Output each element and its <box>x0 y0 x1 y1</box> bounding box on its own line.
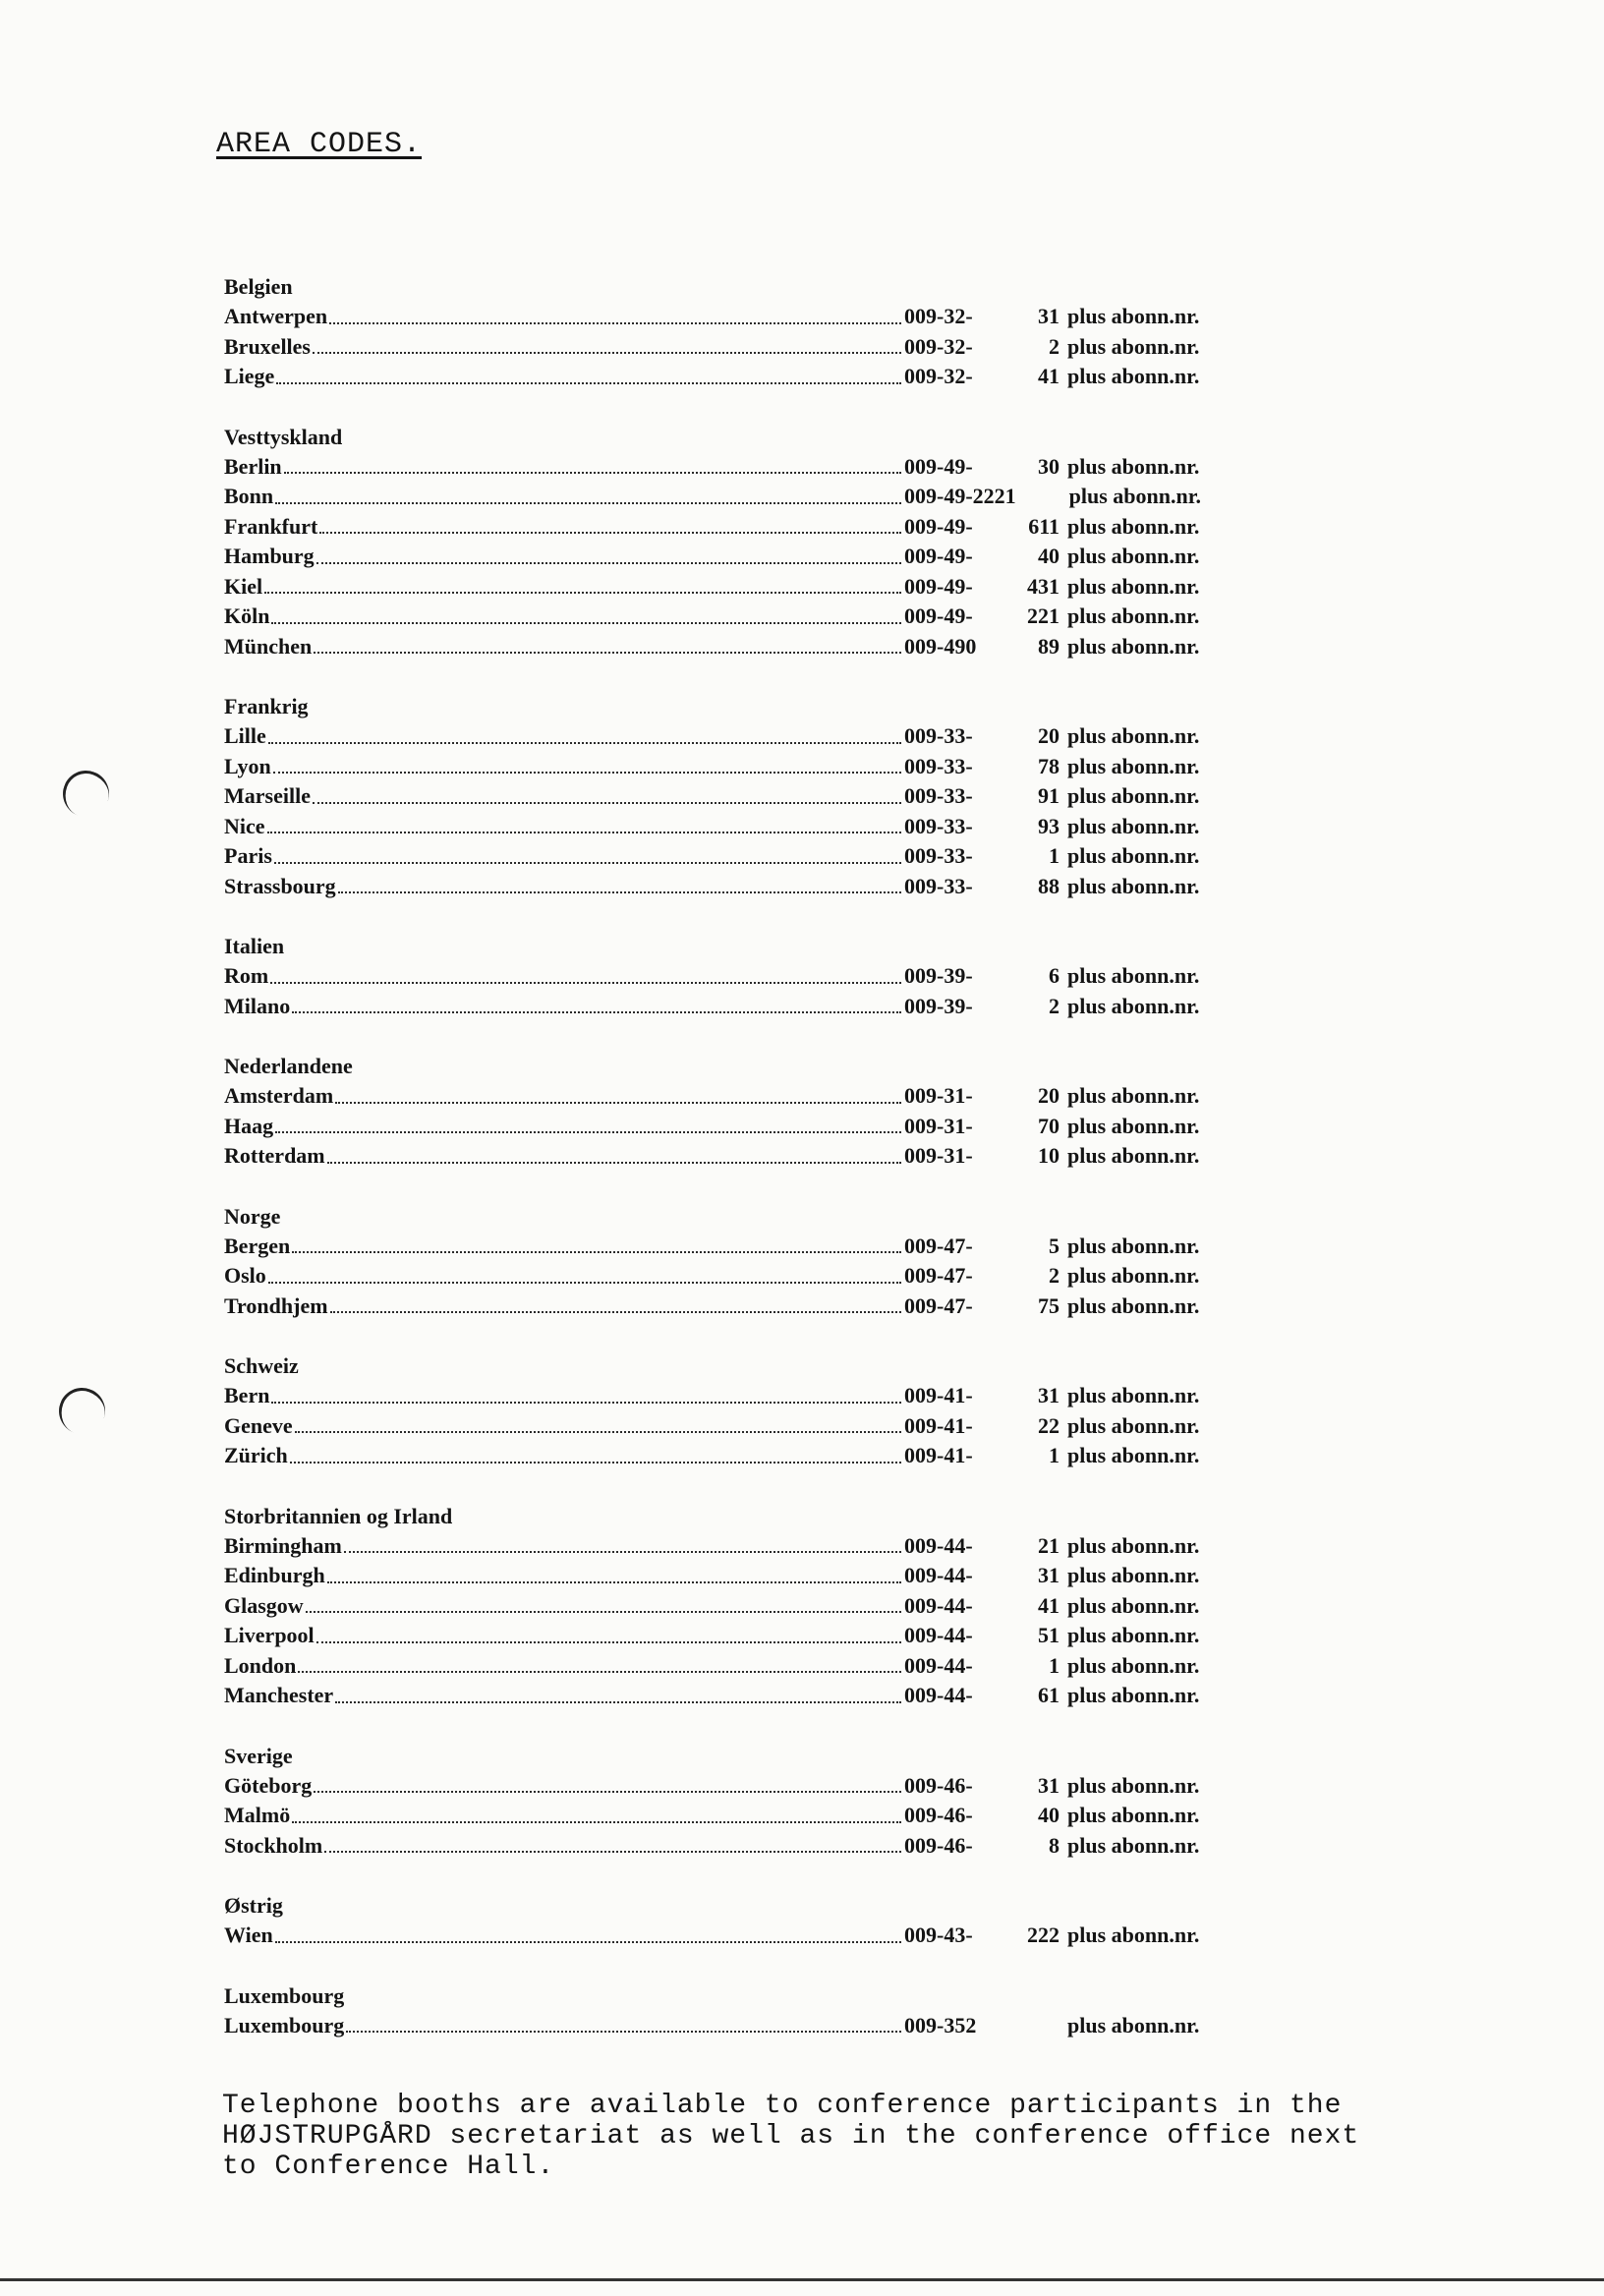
dial-code: 009-49- <box>904 573 973 599</box>
subscriber-suffix: plus abonn.nr. <box>1067 364 1200 388</box>
dot-leader <box>314 1791 901 1793</box>
country-section <box>224 1741 1227 1862</box>
dial-code: 009-490 <box>904 633 977 659</box>
area-number: 2 <box>1049 333 1060 359</box>
area-number: 91 <box>1038 783 1060 808</box>
dot-leader <box>292 1011 901 1013</box>
area-number: 2 <box>1049 993 1060 1018</box>
city-row <box>224 1831 1227 1862</box>
country-heading: Italien <box>224 934 285 958</box>
city-row <box>224 781 1227 812</box>
dial-code: 009-49- <box>904 544 973 568</box>
dot-leader <box>273 772 901 774</box>
city-row <box>224 302 1227 332</box>
city-row <box>224 841 1227 872</box>
city-name: Manchester <box>224 1683 334 1707</box>
subscriber-suffix: plus abonn.nr. <box>1067 1623 1200 1647</box>
city-name: Liverpool <box>224 1623 315 1647</box>
country-heading: Storbritannien og Irland <box>224 1503 453 1528</box>
subscriber-suffix: plus abonn.nr. <box>1067 963 1200 988</box>
city-name: Liege <box>224 364 275 388</box>
city-row <box>224 1232 1227 1262</box>
subscriber-suffix: plus abonn.nr. <box>1067 1772 1200 1798</box>
city-name: Amsterdam <box>224 1083 334 1108</box>
city-row <box>224 752 1227 782</box>
subscriber-suffix: plus abonn.nr. <box>1067 843 1200 868</box>
subscriber-suffix: plus abonn.nr. <box>1067 1083 1200 1108</box>
subscriber-suffix: plus abonn.nr. <box>1067 603 1200 628</box>
subscriber-suffix: plus abonn.nr. <box>1067 573 1200 599</box>
area-number: 31 <box>1038 1563 1060 1587</box>
dot-leader <box>270 982 901 984</box>
area-number: 78 <box>1038 753 1060 778</box>
dial-code: 009-31- <box>904 1143 973 1168</box>
area-number: 70 <box>1038 1113 1060 1138</box>
dot-leader <box>268 1282 901 1284</box>
subscriber-suffix: plus abonn.nr. <box>1067 723 1200 748</box>
area-number: 1 <box>1049 1443 1060 1467</box>
dot-leader <box>316 1641 901 1643</box>
subscriber-suffix: plus abonn.nr. <box>1067 1683 1200 1707</box>
city-row <box>224 482 1227 512</box>
city-row <box>224 1771 1227 1802</box>
city-row <box>224 1531 1227 1562</box>
city-name: München <box>224 633 313 659</box>
city-row <box>224 1561 1227 1591</box>
dot-leader <box>313 802 901 804</box>
dot-leader <box>276 382 901 384</box>
city-row <box>224 2011 1227 2041</box>
city-row <box>224 1591 1227 1622</box>
subscriber-suffix: plus abonn.nr. <box>1067 633 1200 659</box>
city-row <box>224 1441 1227 1471</box>
subscriber-suffix: plus abonn.nr. <box>1067 453 1200 479</box>
area-number: 75 <box>1038 1292 1060 1318</box>
dial-code: 009-49- <box>904 603 973 628</box>
city-row <box>224 1112 1227 1142</box>
subscriber-suffix: plus abonn.nr. <box>1067 1923 1200 1947</box>
dot-leader <box>344 1551 901 1553</box>
subscriber-suffix: plus abonn.nr. <box>1067 1113 1200 1138</box>
city-name: Bonn <box>224 484 274 508</box>
area-number: 2 <box>1049 1263 1060 1288</box>
city-row <box>224 632 1227 662</box>
dot-leader <box>316 562 901 564</box>
subscriber-suffix: plus abonn.nr. <box>1067 813 1200 838</box>
country-heading: Norge <box>224 1203 281 1229</box>
dot-leader <box>314 652 901 654</box>
area-number: 22 <box>1038 1412 1060 1438</box>
dot-leader <box>264 592 901 594</box>
subscriber-suffix: plus abonn.nr. <box>1067 1532 1200 1558</box>
dial-code: 009-41- <box>904 1412 973 1438</box>
area-number: 5 <box>1049 1233 1060 1258</box>
dot-leader <box>327 1581 901 1583</box>
city-name: Birmingham <box>224 1532 342 1558</box>
bottom-rule <box>0 2278 1604 2281</box>
subscriber-suffix: plus abonn.nr. <box>1067 1563 1200 1587</box>
city-name: Rotterdam <box>224 1143 325 1168</box>
dial-code: 009-33- <box>904 723 973 748</box>
dot-leader <box>324 1851 901 1853</box>
dial-code: 009-44- <box>904 1652 973 1678</box>
dot-leader <box>313 352 901 354</box>
city-row <box>224 1261 1227 1292</box>
dot-leader <box>295 1431 901 1433</box>
country-heading: Luxembourg <box>224 1982 345 2008</box>
city-row <box>224 332 1227 363</box>
city-name: Milano <box>224 993 291 1018</box>
subscriber-suffix: plus abonn.nr. <box>1067 1803 1200 1827</box>
area-number: 93 <box>1038 813 1060 838</box>
country-section <box>224 1201 1227 1322</box>
country-heading: Østrig <box>224 1893 283 1918</box>
area-number: 51 <box>1038 1623 1060 1647</box>
dial-code: 009-46- <box>904 1772 973 1798</box>
subscriber-suffix: plus abonn.nr. <box>1067 544 1200 568</box>
area-number: 221 <box>1027 603 1060 628</box>
city-row <box>224 1411 1227 1442</box>
dot-leader <box>292 1821 901 1823</box>
subscriber-suffix: plus abonn.nr. <box>1067 1412 1200 1438</box>
dot-leader <box>327 1162 901 1164</box>
city-name: Lyon <box>224 753 271 778</box>
subscriber-suffix: plus abonn.nr. <box>1067 1233 1200 1258</box>
dial-code: 009-47- <box>904 1233 973 1258</box>
subscriber-suffix: plus abonn.nr. <box>1067 1143 1200 1168</box>
city-row <box>224 961 1227 992</box>
city-row <box>224 1651 1227 1682</box>
city-row <box>224 872 1227 902</box>
dot-leader <box>319 532 901 534</box>
dot-leader <box>284 472 901 474</box>
country-section <box>224 1051 1227 1172</box>
dot-leader <box>275 502 901 504</box>
dot-leader <box>298 1671 901 1673</box>
country-heading: Sverige <box>224 1743 293 1768</box>
subscriber-suffix: plus abonn.nr. <box>1067 513 1200 539</box>
dot-leader <box>275 1131 901 1133</box>
dial-code: 009-46- <box>904 1803 973 1827</box>
dial-code: 009-41- <box>904 1383 973 1407</box>
city-name: Geneve <box>224 1412 293 1438</box>
subscriber-suffix: plus abonn.nr. <box>1067 1652 1200 1678</box>
country-section <box>224 1980 1227 2041</box>
dot-leader <box>335 1102 901 1104</box>
subscriber-suffix: plus abonn.nr. <box>1067 304 1200 328</box>
city-row <box>224 1921 1227 1951</box>
area-number: 8 <box>1049 1832 1060 1858</box>
city-name: Edinburgh <box>224 1563 325 1587</box>
country-heading: Schweiz <box>224 1353 299 1378</box>
dial-code: 009-46- <box>904 1832 973 1858</box>
city-name: Strassbourg <box>224 873 336 898</box>
area-number: 40 <box>1038 544 1060 568</box>
footnote: Telephone booths are available to conference participants in the HØJSTRUPGÅRD secretariat as well as in the conference office next to Conference Hall. <box>222 2091 1360 2182</box>
subscriber-suffix: plus abonn.nr. <box>1067 753 1200 778</box>
dot-leader <box>271 622 901 624</box>
area-number: 40 <box>1038 1803 1060 1827</box>
dial-code: 009-31- <box>904 1113 973 1138</box>
dial-code: 009-47- <box>904 1292 973 1318</box>
subscriber-suffix: plus abonn.nr. <box>1067 1292 1200 1318</box>
dot-leader <box>329 322 901 324</box>
city-name: Zürich <box>224 1443 288 1467</box>
dial-code: 009-44- <box>904 1592 973 1618</box>
dial-code: 009-32- <box>904 364 973 388</box>
city-name: Lille <box>224 723 266 748</box>
dial-code: 009-47- <box>904 1263 973 1288</box>
dot-leader <box>306 1611 901 1613</box>
dial-code: 009-49- <box>904 453 973 479</box>
city-row <box>224 572 1227 603</box>
dot-leader <box>290 1462 901 1464</box>
subscriber-suffix: plus abonn.nr. <box>1067 333 1200 359</box>
dial-code: 009-33- <box>904 843 973 868</box>
city-row <box>224 602 1227 632</box>
city-name: Stockholm <box>224 1832 323 1858</box>
punch-hole-mark <box>56 764 115 823</box>
city-name: Malmö <box>224 1803 291 1827</box>
country-section <box>224 271 1227 392</box>
area-number: 6 <box>1049 963 1060 988</box>
dial-code: 009-44- <box>904 1563 973 1587</box>
city-name: Marseille <box>224 783 311 808</box>
area-number: 88 <box>1038 873 1060 898</box>
dial-code: 009-44- <box>904 1623 973 1647</box>
dot-leader <box>274 862 901 864</box>
area-number: 1 <box>1049 1652 1060 1678</box>
area-number: 20 <box>1038 723 1060 748</box>
city-name: Oslo <box>224 1263 266 1288</box>
city-row <box>224 1681 1227 1711</box>
city-name: Glasgow <box>224 1592 304 1618</box>
area-number: 431 <box>1027 573 1060 599</box>
country-heading: Nederlandene <box>224 1054 353 1078</box>
city-row <box>224 542 1227 572</box>
city-row <box>224 1801 1227 1831</box>
dial-code: 009-49-2221 <box>904 484 1016 508</box>
dial-code: 009-44- <box>904 1683 973 1707</box>
dial-code: 009-32- <box>904 304 973 328</box>
subscriber-suffix: plus abonn.nr. <box>1067 1832 1200 1858</box>
city-name: Bern <box>224 1383 270 1407</box>
dial-code: 009-33- <box>904 783 973 808</box>
subscriber-suffix: plus abonn.nr. <box>1067 873 1200 898</box>
dial-code: 009-39- <box>904 993 973 1018</box>
dot-leader <box>271 1402 901 1404</box>
country-heading: Frankrig <box>224 694 309 718</box>
dot-leader <box>330 1311 901 1313</box>
city-row <box>224 992 1227 1022</box>
dot-leader <box>268 742 901 744</box>
city-row <box>224 512 1227 543</box>
subscriber-suffix: plus abonn.nr. <box>1067 783 1200 808</box>
city-name: Haag <box>224 1113 274 1138</box>
dial-code: 009-31- <box>904 1083 973 1108</box>
dial-code: 009-32- <box>904 333 973 359</box>
dot-leader <box>335 1701 901 1703</box>
city-row <box>224 1292 1227 1322</box>
dial-code: 009-33- <box>904 873 973 898</box>
city-row <box>224 362 1227 392</box>
city-name: Köln <box>224 603 270 628</box>
area-number: 1 <box>1049 843 1060 868</box>
country-section <box>224 1501 1227 1711</box>
area-number: 21 <box>1038 1532 1060 1558</box>
city-name: Nice <box>224 813 265 838</box>
area-number: 31 <box>1038 304 1060 328</box>
dial-code: 009-49- <box>904 513 973 539</box>
country-section <box>224 691 1227 901</box>
area-number: 41 <box>1038 1592 1060 1618</box>
city-name: Göteborg <box>224 1772 313 1798</box>
subscriber-suffix: plus abonn.nr. <box>1067 1263 1200 1288</box>
city-row <box>224 1381 1227 1411</box>
country-section <box>224 422 1227 662</box>
city-row <box>224 1141 1227 1172</box>
city-name: Frankfurt <box>224 513 318 539</box>
country-section <box>224 1350 1227 1471</box>
dial-code: 009-33- <box>904 753 973 778</box>
city-name: Antwerpen <box>224 304 328 328</box>
city-name: Luxembourg <box>224 2012 345 2038</box>
subscriber-suffix: plus abonn.nr. <box>1067 1592 1200 1618</box>
city-name: London <box>224 1652 297 1678</box>
area-number: 222 <box>1027 1923 1060 1947</box>
city-name: Bruxelles <box>224 333 311 359</box>
area-code-directory <box>224 271 1227 2070</box>
dot-leader <box>292 1251 901 1253</box>
country-heading: Belgien <box>224 274 293 299</box>
area-number: 10 <box>1038 1143 1060 1168</box>
dial-code: 009-41- <box>904 1443 973 1467</box>
subscriber-suffix: plus abonn.nr. <box>1067 1443 1200 1467</box>
city-row <box>224 452 1227 483</box>
area-number: 61 <box>1038 1683 1060 1707</box>
subscriber-suffix: plus abonn.nr. <box>1067 993 1200 1018</box>
dot-leader <box>346 2031 901 2033</box>
city-row <box>224 812 1227 842</box>
subscriber-suffix: plus abonn.nr. <box>1067 1383 1200 1407</box>
city-name: Rom <box>224 963 269 988</box>
city-name: Kiel <box>224 573 263 599</box>
city-name: Trondhjem <box>224 1292 328 1318</box>
city-name: Hamburg <box>224 544 315 568</box>
dot-leader <box>275 1941 901 1943</box>
subscriber-suffix: plus abonn.nr. <box>1067 2012 1200 2038</box>
area-number: 41 <box>1038 364 1060 388</box>
punch-hole-mark <box>52 1381 111 1440</box>
area-number: 611 <box>1028 513 1060 539</box>
dot-leader <box>267 832 901 833</box>
subscriber-suffix: plus abonn.nr. <box>1068 484 1201 508</box>
country-heading: Vesttyskland <box>224 424 343 449</box>
country-section <box>224 1890 1227 1951</box>
page-title: AREA CODES. <box>216 128 423 161</box>
area-number: 20 <box>1038 1083 1060 1108</box>
city-row <box>224 721 1227 752</box>
city-name: Berlin <box>224 453 282 479</box>
dial-code: 009-33- <box>904 813 973 838</box>
dial-code: 009-44- <box>904 1532 973 1558</box>
city-name: Paris <box>224 843 272 868</box>
city-row <box>224 1081 1227 1112</box>
dot-leader <box>338 891 901 893</box>
area-number: 31 <box>1038 1383 1060 1407</box>
country-section <box>224 931 1227 1021</box>
city-name: Wien <box>224 1923 273 1947</box>
area-number: 31 <box>1038 1772 1060 1798</box>
dial-code: 009-43- <box>904 1923 973 1947</box>
city-name: Bergen <box>224 1233 291 1258</box>
dial-code: 009-39- <box>904 963 973 988</box>
area-number: 30 <box>1038 453 1060 479</box>
dial-code: 009-352 <box>904 2012 977 2038</box>
city-row <box>224 1621 1227 1651</box>
area-number: 89 <box>1038 633 1060 659</box>
